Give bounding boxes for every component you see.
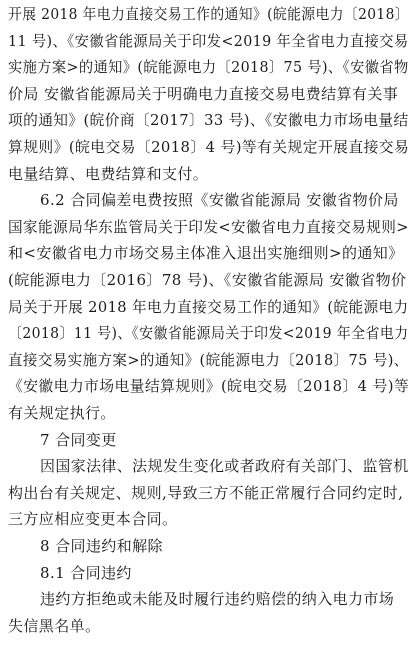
text-line-12: 局关于开展 2018 年电力直接交易工作的通知》(皖能源电力 — [8, 297, 409, 316]
section-6-2-heading: 6.2 合同偏差电费按照《安徽省能源局 安徽省物价局 — [40, 191, 399, 210]
text-line-16: 有关规定执行。 — [8, 404, 116, 422]
text-line-10: 和<安徽省电力市场交易主体准入退出实施细则>的通知》 — [8, 244, 404, 263]
text-line-2: 11 号)、《安徽省能源局关于印发<2019 年全省电力直接交易 — [8, 31, 409, 50]
section-7-heading: 7 合同变更 — [40, 430, 117, 449]
text-line-19: 构出台有关规定、规则,导致三方不能正常履行合同约定时, — [8, 483, 404, 502]
text-line-3: 实施方案>的通知》(皖能源电力〔2018〕75 号)、《安徽省物 — [8, 58, 409, 77]
text-line-9: 国家能源局华东监管局关于印发<安徽省电力直接交易规则> — [8, 217, 409, 236]
text-line-11: (皖能源电力〔2016〕78 号)、《安徽省能源局 安徽省物价 — [8, 271, 407, 289]
text-line-14: 直接交易实施方案>的通知》(皖能源电力〔2018〕75 号)、 — [8, 350, 409, 369]
text-line-15: 《安徽电力市场电量结算规则》(皖电交易〔2018〕4 号)等 — [8, 377, 410, 396]
text-line-23: 违约方拒绝或未能及时履行违约赔偿的纳入电力市场 — [40, 590, 395, 609]
section-8-1-heading: 8.1 合同违约 — [40, 563, 132, 582]
text-line-13: 〔2018〕11 号)、《安徽省能源局关于印发<2019 年全省电力 — [8, 324, 409, 343]
text-line-5: 项的通知》(皖价商〔2017〕33 号)、《安徽电力市场电量结 — [8, 111, 409, 130]
text-line-1: 开展 2018 年电力直接交易工作的通知》(皖能源电力〔2018〕 — [8, 5, 409, 23]
text-line-20: 三方应相应变更本合同。 — [8, 510, 178, 529]
text-line-18: 因国家法律、法规发生变化或者政府有关部门、监管机 — [40, 457, 409, 476]
text-line-4: 价局 安徽省能源局关于明确电力直接交易电费结算有关事 — [8, 84, 399, 103]
section-8-heading: 8 合同违约和解除 — [40, 537, 163, 555]
text-line-24: 失信黑名单。 — [8, 616, 101, 635]
text-line-7: 电量结算、电费结算和支付。 — [8, 164, 209, 183]
text-line-6: 算规则》(皖电交易〔2018〕4 号)等有关规定开展直接交易 — [8, 138, 410, 156]
